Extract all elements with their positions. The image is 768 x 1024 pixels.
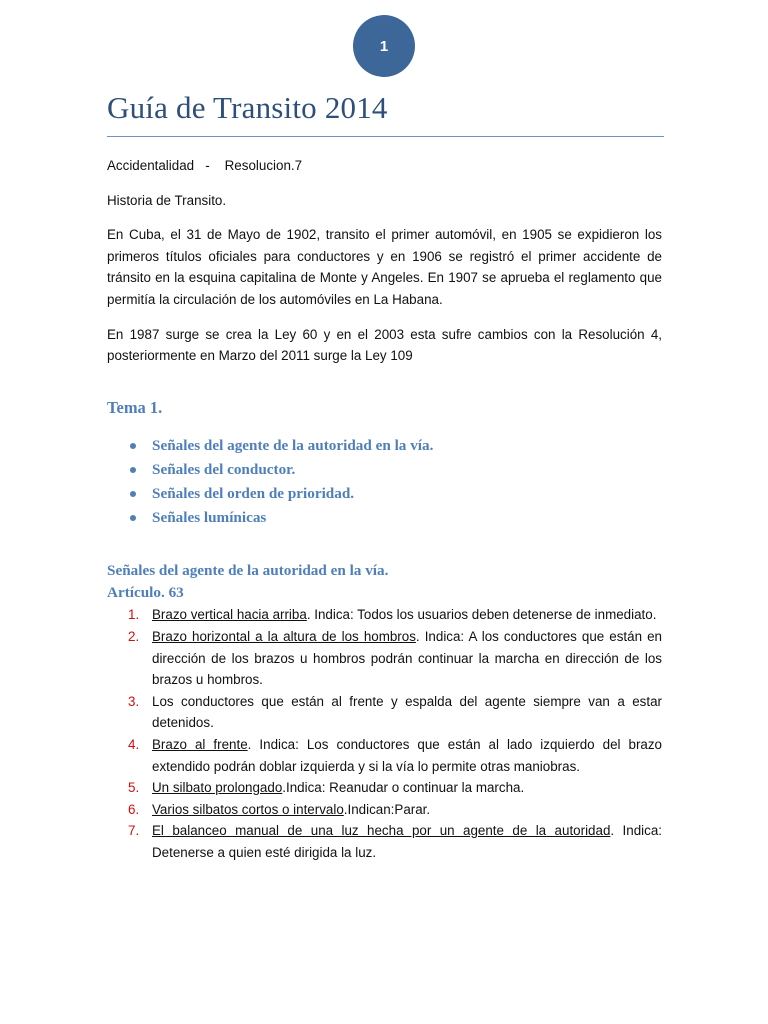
bullet-icon (130, 467, 136, 473)
item-text: . Indica: Los conductores que están al lado izquierdo del brazo extendido podrán doblar izquierda y si la vía lo permite otras maniobras. (152, 736, 662, 774)
list-item (128, 691, 662, 734)
item-number: 2. (128, 628, 140, 644)
meta-resolucion: Resolucion.7 (224, 158, 303, 173)
list-item (128, 734, 662, 777)
history-heading: Historia de Transito. (107, 192, 227, 208)
history-paragraph-2: En 1987 surge se crea la Ley 60 y en el 2003 esta sufre cambios con la Resolución 4, posteriormente en Marzo del 2011 surge la Ley 109 (107, 326, 662, 364)
item-underlined: Brazo horizontal a la altura de los hombros (152, 628, 416, 644)
list-item (128, 799, 662, 821)
bullet-text: Señales del agente de la autoridad en la vía. (152, 437, 434, 455)
article-list (107, 604, 662, 863)
item-number: 5. (128, 780, 140, 796)
bullet-item (130, 506, 662, 530)
bullet-icon (130, 515, 136, 521)
item-underlined: Brazo al frente (152, 736, 248, 752)
document-title: Guía de Transito 2014 (107, 90, 388, 125)
title-divider (107, 136, 664, 137)
list-item (128, 604, 662, 626)
bullet-item (130, 458, 662, 482)
item-text: .Indica: Reanudar o continuar la marcha. (282, 780, 525, 796)
item-number: 1. (128, 607, 140, 623)
item-underlined: El balanceo manual de una luz hecha por un agente de la autoridad (152, 823, 611, 839)
document-body (107, 155, 662, 863)
tema-bullet-list (107, 434, 662, 530)
meta-separator: - (205, 158, 210, 173)
history-paragraph-1: En Cuba, el 31 de Mayo de 1902, transito el primer automóvil, en 1905 se expidieron los primeros títulos oficiales para conductores y en 1906 se registró el primer accidente de tránsito en la esquina capitalina de Monte y Angeles. En 1907 se aprueba el reglamento que permitía la circulación de los automóviles en La Habana. (107, 227, 662, 307)
item-text: . Indica: A los conductores que están en dirección de los brazos u hombros podrán continuar la marcha en dirección de los brazos u hombros. (152, 628, 663, 688)
list-item (128, 777, 662, 799)
item-number: 7. (128, 823, 140, 839)
bullet-icon (130, 491, 136, 497)
bullet-icon (130, 443, 136, 449)
section-heading: Señales del agente de la autoridad en la vía. (107, 562, 389, 580)
bullet-item (130, 482, 662, 506)
list-item (128, 820, 662, 863)
bullet-text: Señales lumínicas (152, 509, 267, 527)
list-item (128, 626, 663, 691)
item-text: . Indica: Todos los usuarios deben detenerse de inmediato. (306, 607, 657, 623)
tema-heading: Tema 1. (107, 397, 163, 417)
page-number-badge: 1 (353, 15, 415, 77)
meta-line (107, 155, 662, 177)
item-underlined: Un silbato prolongado (152, 780, 283, 796)
bullet-item (130, 434, 662, 458)
item-underlined: Brazo vertical hacia arriba (152, 607, 307, 623)
item-text: Los conductores que están al frente y espalda del agente siempre van a estar detenidos. (152, 693, 662, 731)
item-text: . Indica: Detenerse a quien esté dirigida la luz. (152, 823, 662, 860)
meta-accidentalidad: Accidentalidad (107, 158, 195, 173)
article-heading: Artículo. 63 (107, 584, 184, 602)
item-number: 4. (128, 736, 140, 752)
item-number: 3. (128, 693, 140, 709)
item-underlined: Varios silbatos cortos o intervalo (152, 801, 344, 817)
item-number: 6. (128, 801, 140, 817)
bullet-text: Señales del conductor. (152, 461, 296, 479)
item-text: .Indican:Parar. (343, 801, 431, 817)
bullet-text: Señales del orden de prioridad. (152, 485, 355, 503)
